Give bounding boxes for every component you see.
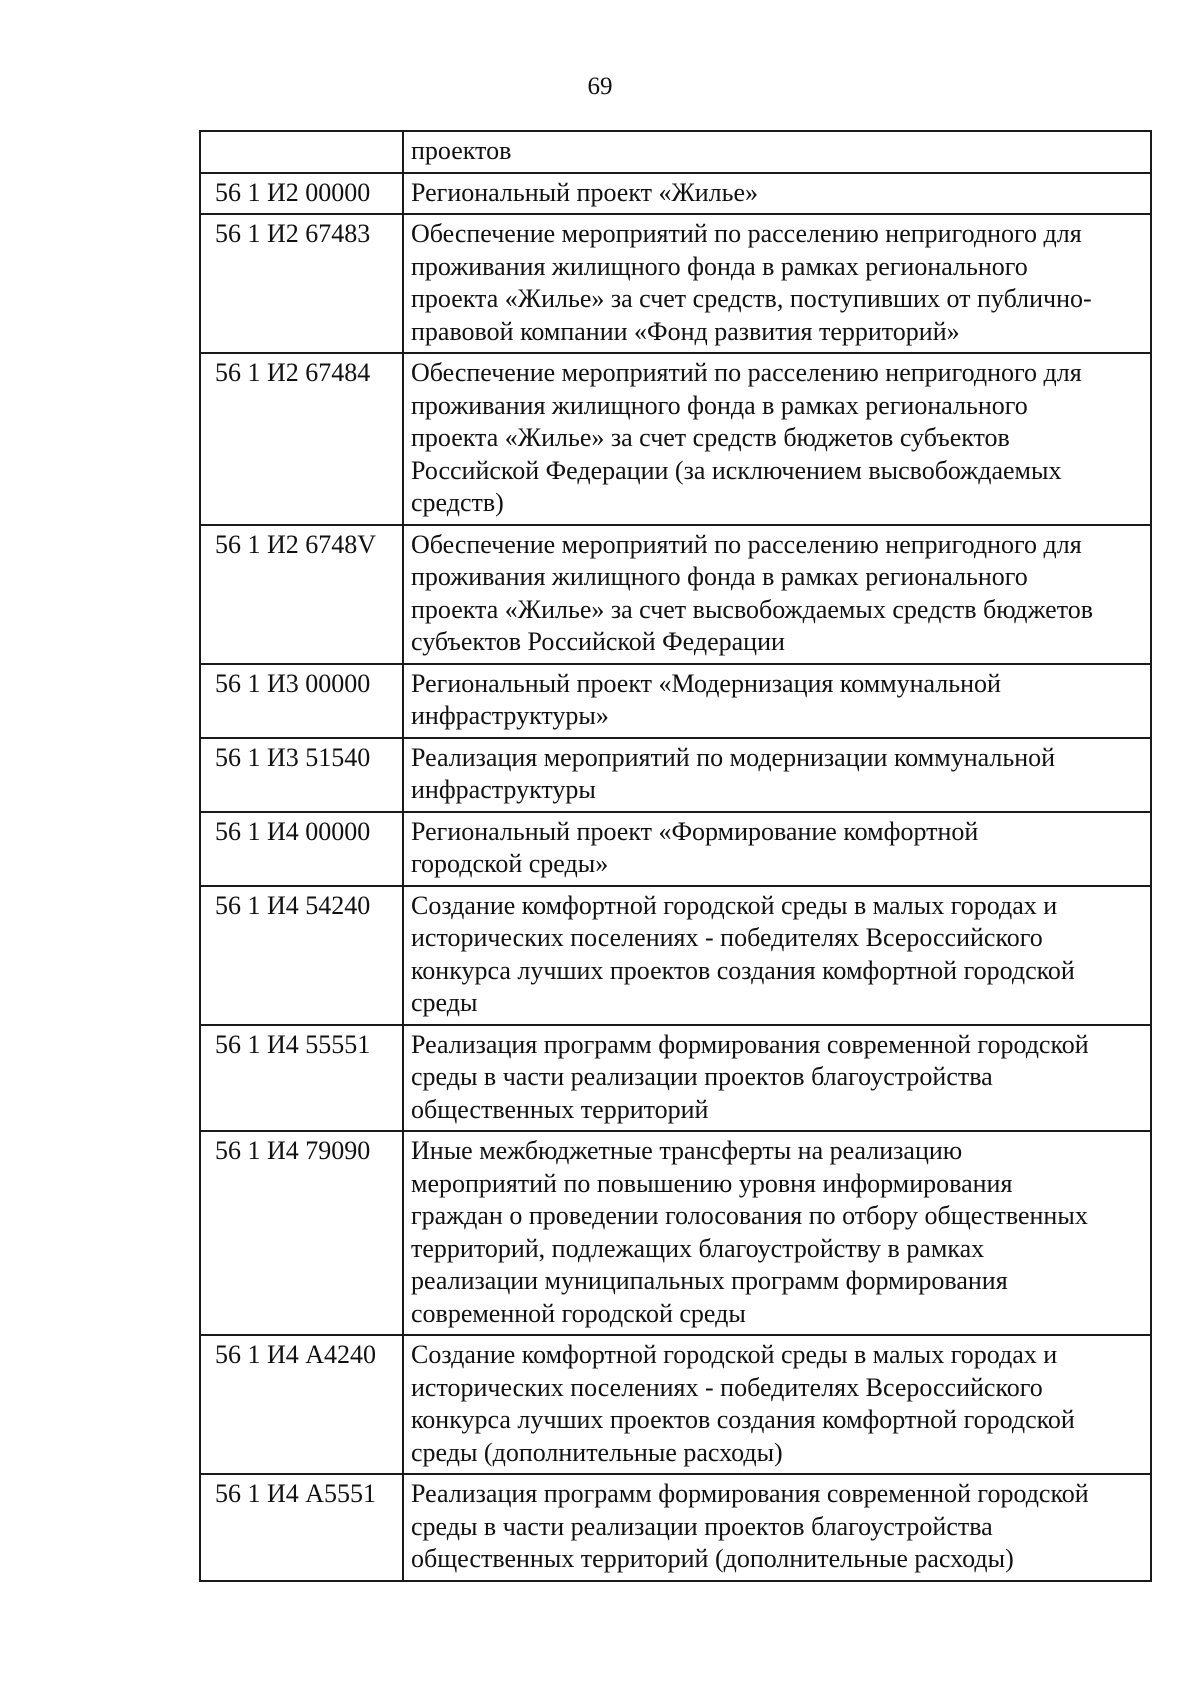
description-line: исторических поселениях - победителях Всероссийского bbox=[411, 1372, 1043, 1402]
description-line: мероприятий по повышению уровня информирования bbox=[411, 1168, 1013, 1198]
budget-code-cell bbox=[200, 131, 403, 173]
description-line: Создание комфортной городской среды в малых городах и bbox=[411, 890, 1058, 920]
description-line: граждан о проведении голосования по отбору общественных bbox=[411, 1201, 1088, 1230]
description-line: инфраструктуры» bbox=[411, 701, 609, 730]
description-line: территорий, подлежащих благоустройству в рамках bbox=[411, 1233, 985, 1263]
description-line: Региональный проект «Модернизация коммунальной bbox=[411, 668, 1001, 698]
description-line: инфраструктуры bbox=[411, 775, 596, 804]
description-cell bbox=[403, 1025, 1151, 1132]
description-line: среды (дополнительные расходы) bbox=[411, 1437, 783, 1467]
description-cell bbox=[403, 1131, 1151, 1335]
description-line: среды bbox=[411, 988, 478, 1017]
description-line: правовой компании «Фонд развития территорий» bbox=[411, 316, 960, 346]
description-cell bbox=[403, 353, 1151, 525]
description-line: проживания жилищного фонда в рамках регионального bbox=[411, 390, 1028, 420]
budget-code-cell: 56 1 И3 00000 bbox=[200, 664, 403, 738]
table-row bbox=[200, 1335, 1151, 1474]
table-row bbox=[200, 353, 1151, 525]
description-line: реализации муниципальных программ формирования bbox=[411, 1266, 1008, 1295]
description-line: Обеспечение мероприятий по расселению непригодного для bbox=[411, 529, 1082, 559]
budget-code-cell: 56 1 И4 79090 bbox=[200, 1131, 403, 1335]
description-line: субъектов Российской Федерации bbox=[411, 627, 785, 656]
description-line: средств) bbox=[411, 488, 504, 517]
description-line: исторических поселениях - победителях Всероссийского bbox=[411, 923, 1043, 952]
description-line: общественных территорий bbox=[411, 1094, 709, 1124]
table-row bbox=[200, 525, 1151, 664]
description-line: Обеспечение мероприятий по расселению непригодного для bbox=[411, 358, 1082, 387]
description-line: проживания жилищного фонда в рамках регионального bbox=[411, 562, 1028, 591]
description-line: Региональный проект «Жилье» bbox=[411, 177, 759, 207]
budget-code-cell: 56 1 И2 67483 bbox=[200, 214, 403, 353]
table-row bbox=[200, 812, 1151, 886]
table-row bbox=[200, 738, 1151, 812]
budget-code-cell: 56 1 И3 51540 bbox=[200, 738, 403, 812]
description-cell bbox=[403, 886, 1151, 1025]
description-cell bbox=[403, 664, 1151, 738]
table-row bbox=[200, 1131, 1151, 1335]
description-line: Реализация программ формирования современной городской bbox=[411, 1479, 1089, 1508]
description-cell bbox=[403, 812, 1151, 886]
description-line: проекта «Жилье» за счет средств, поступивших от публично- bbox=[411, 284, 1092, 313]
description-line: проектов bbox=[411, 136, 512, 165]
description-line: общественных территорий (дополнительные расходы) bbox=[411, 1544, 1014, 1573]
table-body bbox=[200, 131, 1151, 1581]
description-line: конкурса лучших проектов создания комфортной городской bbox=[411, 955, 1075, 985]
description-line: проживания жилищного фонда в рамках регионального bbox=[411, 251, 1028, 281]
description-cell bbox=[403, 173, 1151, 215]
budget-code-cell: 56 1 И2 00000 bbox=[200, 173, 403, 215]
description-line: проекта «Жилье» за счет средств бюджетов субъектов bbox=[411, 423, 1010, 452]
description-line: Реализация программ формирования современной городской bbox=[411, 1029, 1089, 1059]
budget-codes-table bbox=[199, 130, 1152, 1582]
table-row bbox=[200, 664, 1151, 738]
description-line: Региональный проект «Формирование комфортной bbox=[411, 816, 979, 846]
description-line: Иные межбюджетные трансферты на реализацию bbox=[411, 1136, 963, 1165]
description-cell bbox=[403, 738, 1151, 812]
description-line: современной городской среды bbox=[411, 1298, 746, 1328]
description-line: среды в части реализации проектов благоустройства bbox=[411, 1511, 993, 1541]
budget-code-cell: 56 1 И4 А5551 bbox=[200, 1474, 403, 1581]
description-line: проекта «Жилье» за счет высвобождаемых средств бюджетов bbox=[411, 594, 1093, 624]
description-line: Создание комфортной городской среды в малых городах и bbox=[411, 1340, 1058, 1369]
table-row bbox=[200, 214, 1151, 353]
description-line: Обеспечение мероприятий по расселению непригодного для bbox=[411, 219, 1082, 248]
description-line: Реализация мероприятий по модернизации коммунальной bbox=[411, 742, 1056, 772]
budget-code-cell: 56 1 И2 67484 bbox=[200, 353, 403, 525]
description-line: конкурса лучших проектов создания комфортной городской bbox=[411, 1405, 1075, 1434]
table-row bbox=[200, 173, 1151, 215]
budget-code-cell: 56 1 И4 55551 bbox=[200, 1025, 403, 1132]
description-line: городской среды» bbox=[411, 849, 609, 878]
description-line: среды в части реализации проектов благоустройства bbox=[411, 1062, 993, 1091]
description-cell bbox=[403, 525, 1151, 664]
budget-code-cell: 56 1 И4 54240 bbox=[200, 886, 403, 1025]
table-row bbox=[200, 1474, 1151, 1581]
description-cell bbox=[403, 214, 1151, 353]
description-cell bbox=[403, 1335, 1151, 1474]
description-cell bbox=[403, 131, 1151, 173]
description-line: Российской Федерации (за исключением высвобождаемых bbox=[411, 455, 1062, 485]
table-row bbox=[200, 886, 1151, 1025]
page-number: 69 bbox=[587, 73, 613, 100]
description-cell bbox=[403, 1474, 1151, 1581]
budget-code-cell: 56 1 И4 А4240 bbox=[200, 1335, 403, 1474]
table-row bbox=[200, 1025, 1151, 1132]
budget-code-cell: 56 1 И4 00000 bbox=[200, 812, 403, 886]
table-row bbox=[200, 131, 1151, 173]
budget-code-cell: 56 1 И2 6748V bbox=[200, 525, 403, 664]
